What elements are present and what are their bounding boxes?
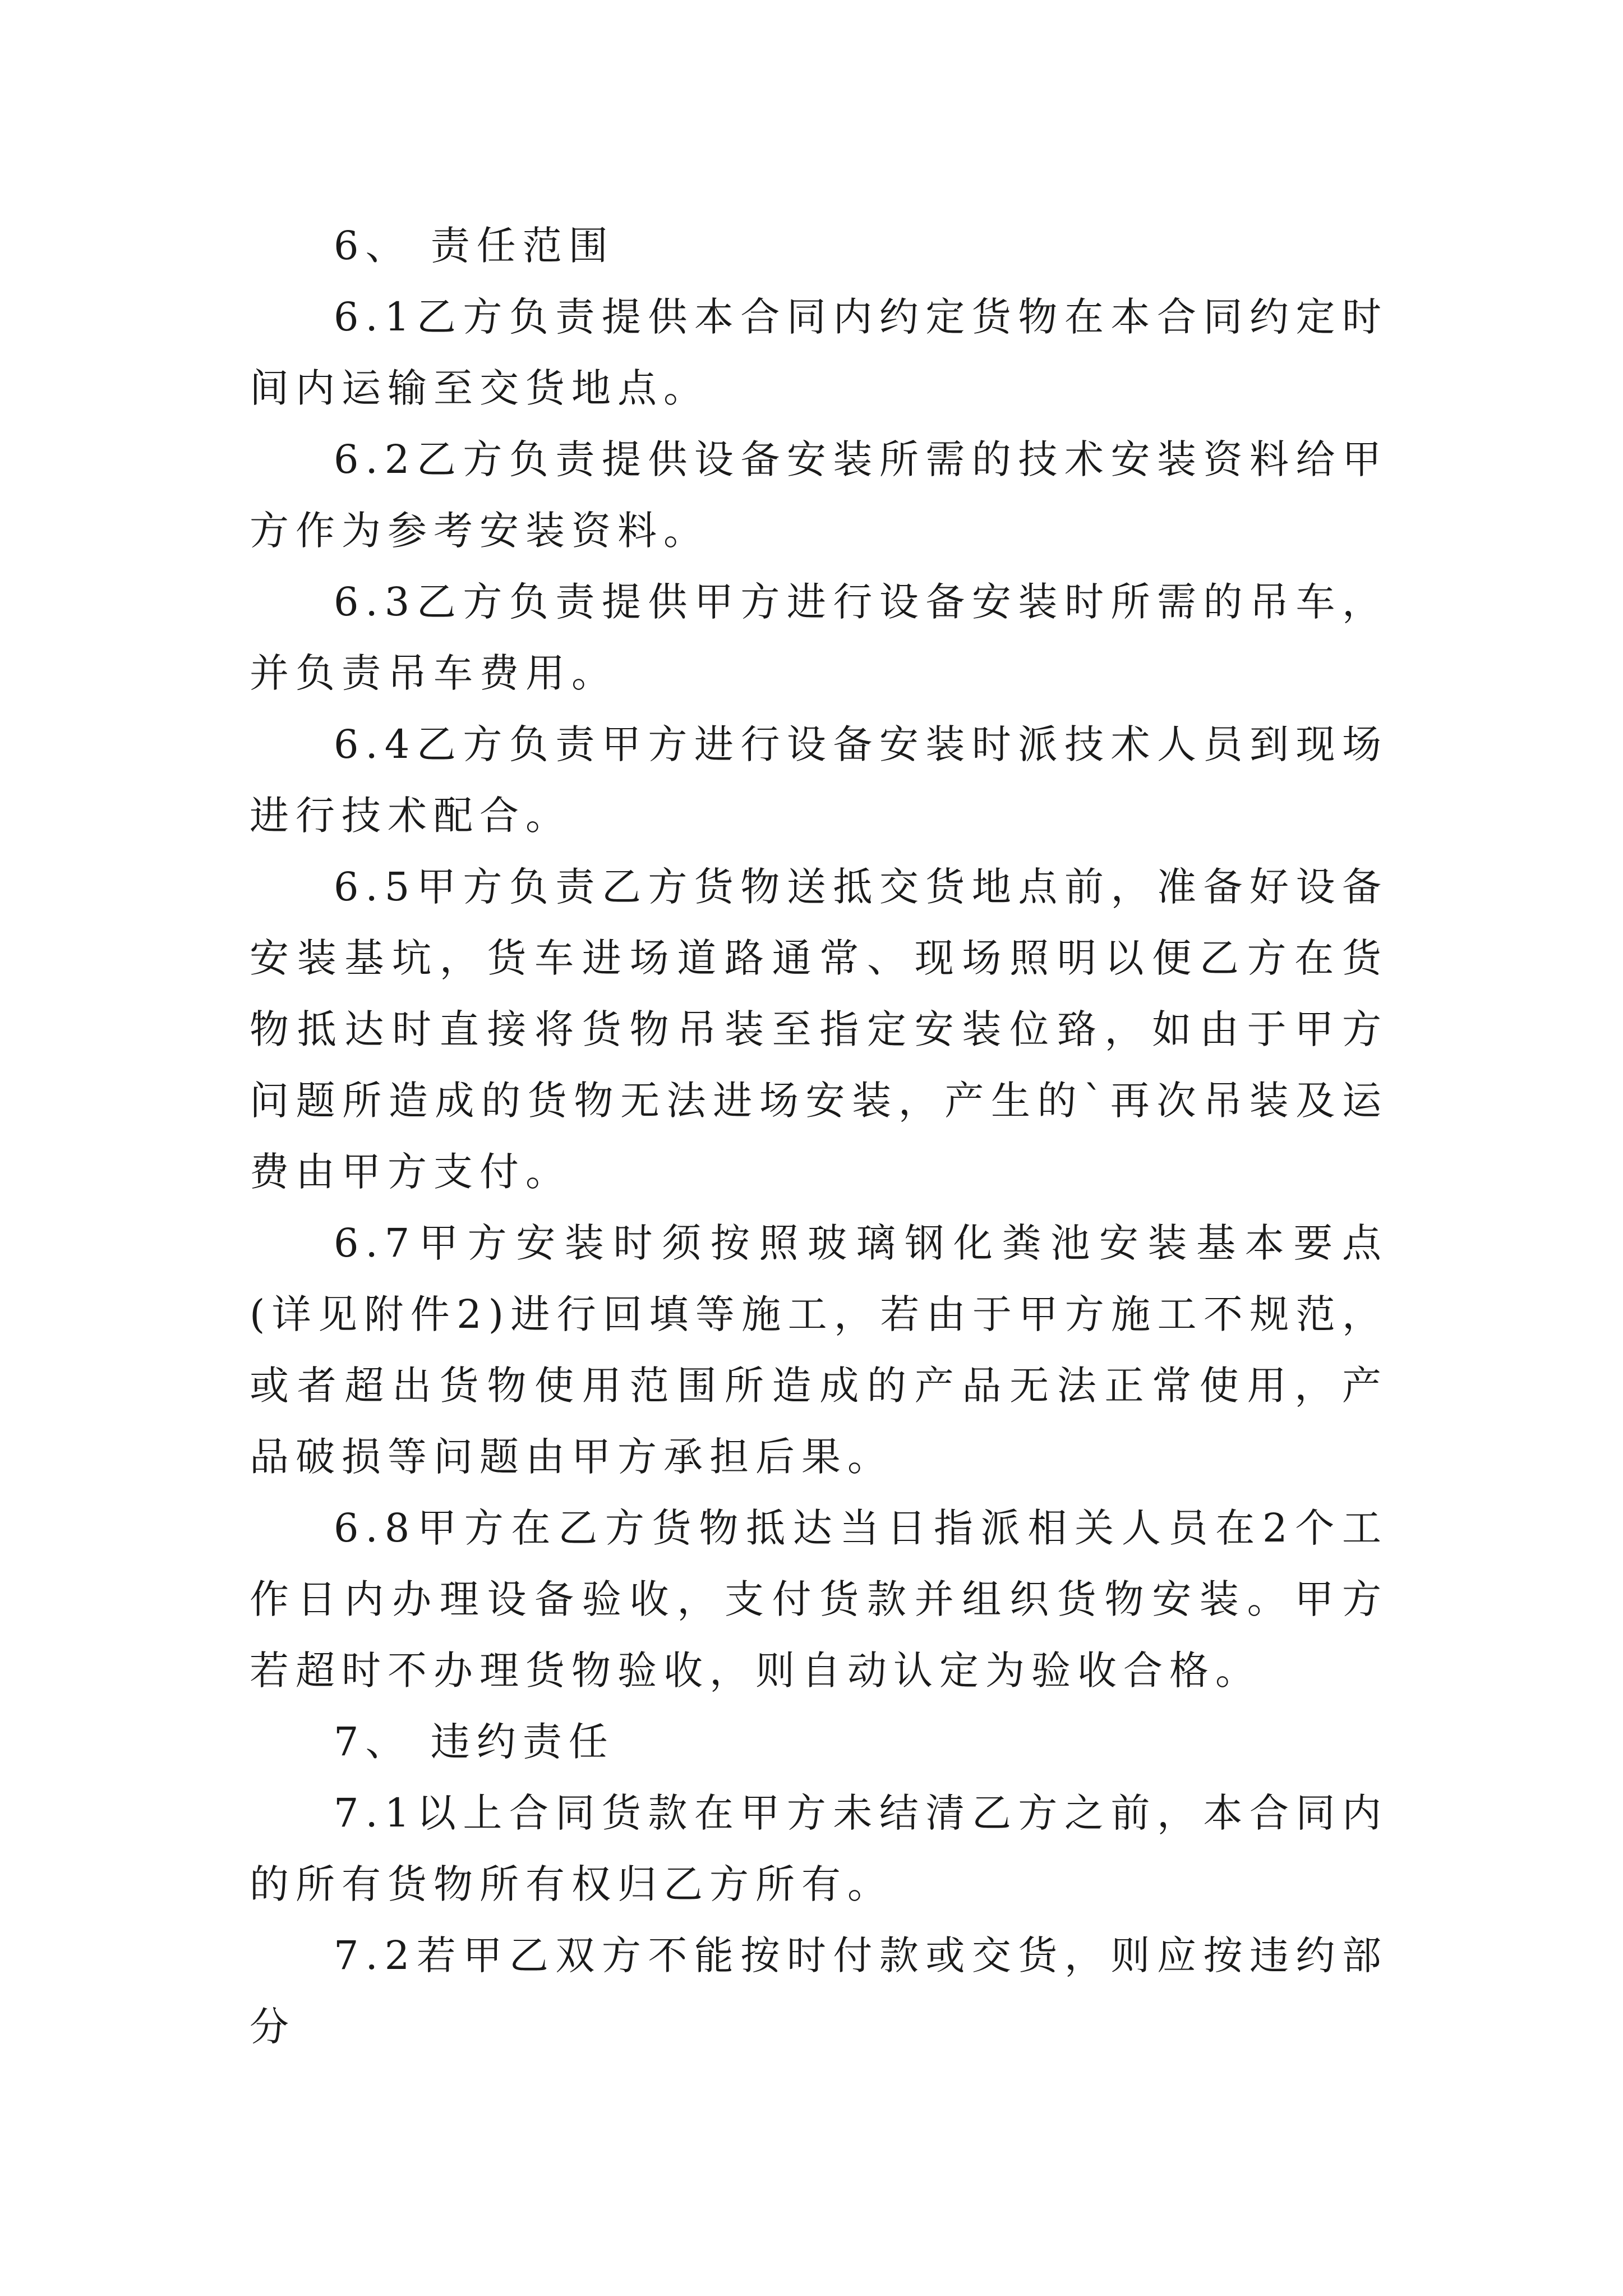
clause-6-4: 6.4乙方负责甲方进行设备安装时派技术人员到现场进行技术配合。 bbox=[250, 721, 1388, 839]
clause-6-1: 6.1乙方负责提供本合同内约定货物在本合同约定时间内运输至交货地点。 bbox=[250, 294, 1388, 411]
clause-6-7: 6.7甲方安装时须按照玻璃钢化粪池安装基本要点(详见附件2)进行回填等施工，若由于甲方施工不规范，或者超出货物使用范围所造成的产品无法正常使用，产品破损等问题由甲方承担后果。 bbox=[250, 1220, 1388, 1480]
clause-6-8: 6.8甲方在乙方货物抵达当日指派相关人员在2个工作日内办理设备验收，支付货款并组织货物安装。甲方若超时不办理货物验收，则自动认定为验收合格。 bbox=[250, 1505, 1388, 1694]
clause-6-3: 6.3乙方负责提供甲方进行设备安装时所需的吊车，并负责吊车费用。 bbox=[250, 579, 1388, 696]
section-heading-6: 6、 责任范围 bbox=[334, 223, 615, 269]
document-body bbox=[250, 210, 1388, 2063]
clause-7-1: 7.1以上合同货款在甲方未结清乙方之前，本合同内的所有货物所有权归乙方所有。 bbox=[250, 1790, 1388, 1907]
section-heading-7: 7、 违约责任 bbox=[334, 1719, 615, 1765]
clause-7-2: 7.2若甲乙双方不能按时付款或交货，则应按违约部分 bbox=[250, 1932, 1388, 2050]
clause-6-5: 6.5甲方负责乙方货物送抵交货地点前，准备好设备安装基坑，货车进场道路通常、现场照明以便乙方在货物抵达时直接将货物吊装至指定安装位臵，如由于甲方问题所造成的货物无法进场安装，产生的`再次吊装及运费由甲方支付。 bbox=[250, 864, 1388, 1195]
clause-6-2: 6.2乙方负责提供设备安装所需的技术安装资料给甲方作为参考安装资料。 bbox=[250, 436, 1388, 554]
